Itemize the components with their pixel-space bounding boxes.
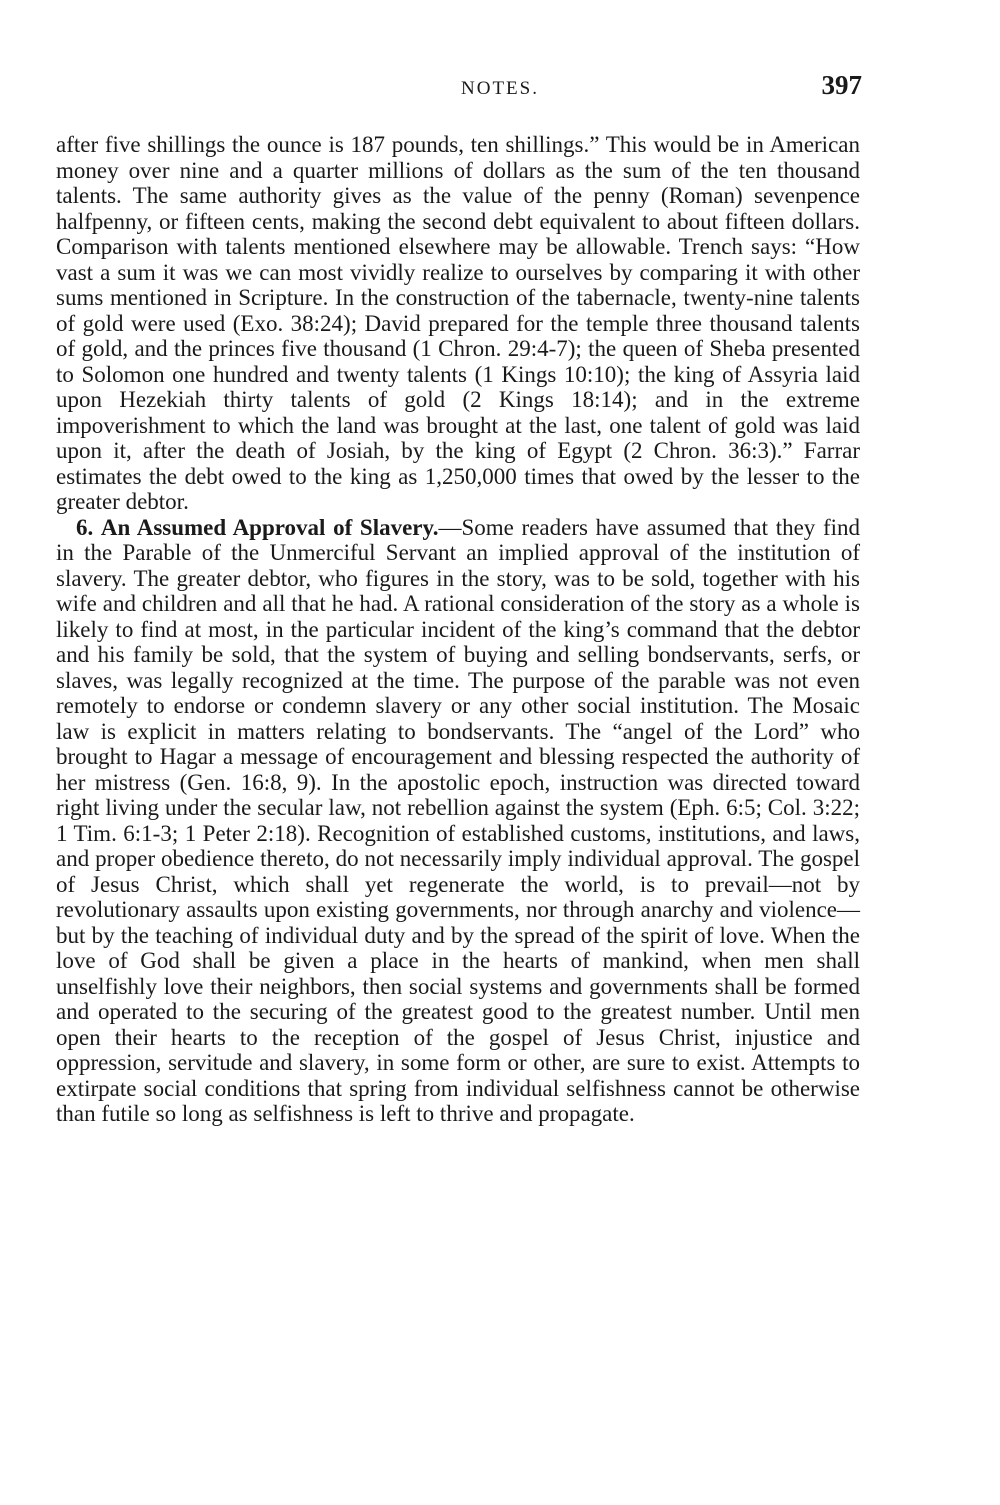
section-text: Some readers have assumed that they find in the Parable of the Unmerciful Servant an implied approval of the institution of slavery. The greater debtor, who figures in the story, was to be sold, together with his wife and children and all that he had. A rational consideration of the story as a whole is likely to find at most, in the particular incident of the king’s command that the debtor and his family be sold, that the system of buying and selling bondservants, serfs, or slaves, was legally recognized at the time. The purpose of the parable was not even remotely to endorse or condemn slavery or any other social institution. The Mosaic law is explicit in matters relating to bondservants. The “angel of the Lord” who brought to Hagar a message of encouragement and blessing respected the authority of her mistress (Gen. 16:8, 9). In the apostolic epoch, instruction was directed toward right living under the secular law, not rebellion against the system (Eph. 6:5; Col. 3:22; 1 Tim. 6:1-3; 1 Peter 2:18). Recognition of established customs, institutions, and laws, and proper obedience thereto, do not necessarily imply individual approval. The gospel of Jesus Christ, which shall yet regenerate the world, is to prevail—not by revolutionary assaults upon existing governments, nor through anarchy and violence—but by the teaching of individual duty and by the spread of the spirit of love. When the love of God shall be given a place in the hearts of mankind, when men shall unselfishly love their neighbors, then social systems and governments shall be formed and operated to the securing of the greatest good to the greatest number. Until men open their hearts to the reception of the gospel of Jesus Christ, injustice and oppression, servitude and slavery, in some form or other, are sure to exist. Attempts to extirpate social conditions that spring from individual selfishness cannot be otherwise than futile so long as selfishness is left to thrive and propagate. — [56, 514, 861, 1126]
section-dash: — — [438, 514, 462, 540]
continued-paragraph — [56, 132, 860, 515]
page-number: 397 — [821, 70, 862, 100]
continued-paragraph-text: This would be in American money over nine and a quarter millions of dollars as the sum of the ten thousand talents. The same authority gives as the value of the penny (Roman) sevenpence halfpenny, or fifteen cents, making the second debt equivalent to about fifteen dollars. Comparison with talents mentioned elsewhere may be allowable. Trench says: “How vast a sum it was we can most vividly realize to ourselves by comparing it with other sums mentioned in Scripture. In the construction of the tabernacle, twenty-nine talents of gold were used (Exo. 38:24); David prepared for the temple three thousand talents of gold, and the princes five thousand (1 Chron. 29:4-7); the queen of Sheba presented to Solomon one hundred and twenty talents (1 Kings 10:10); the king of Assyria laid upon Hezekiah thirty talents of gold (2 Kings 18:14); and in the extreme impoverishment to which the land was brought at the last, one talent of gold was laid upon it, after the death of Josiah, by the king of Egypt (2 Chron. 36:3).” Farrar estimates the debt owed to the king as 1,250,000 times that owed by the lesser to the greater debtor. — [56, 132, 860, 514]
running-title: NOTES. — [461, 78, 539, 99]
section-title: An Assumed Approval of Slavery. — [100, 514, 439, 540]
section-paragraph — [56, 515, 860, 1127]
section-number: 6. — [76, 514, 94, 540]
continued-paragraph-lead: after five shillings the ounce is 187 pounds, ten shillings.” — [56, 132, 600, 157]
page-header — [0, 70, 1000, 106]
body-text — [56, 132, 860, 1127]
